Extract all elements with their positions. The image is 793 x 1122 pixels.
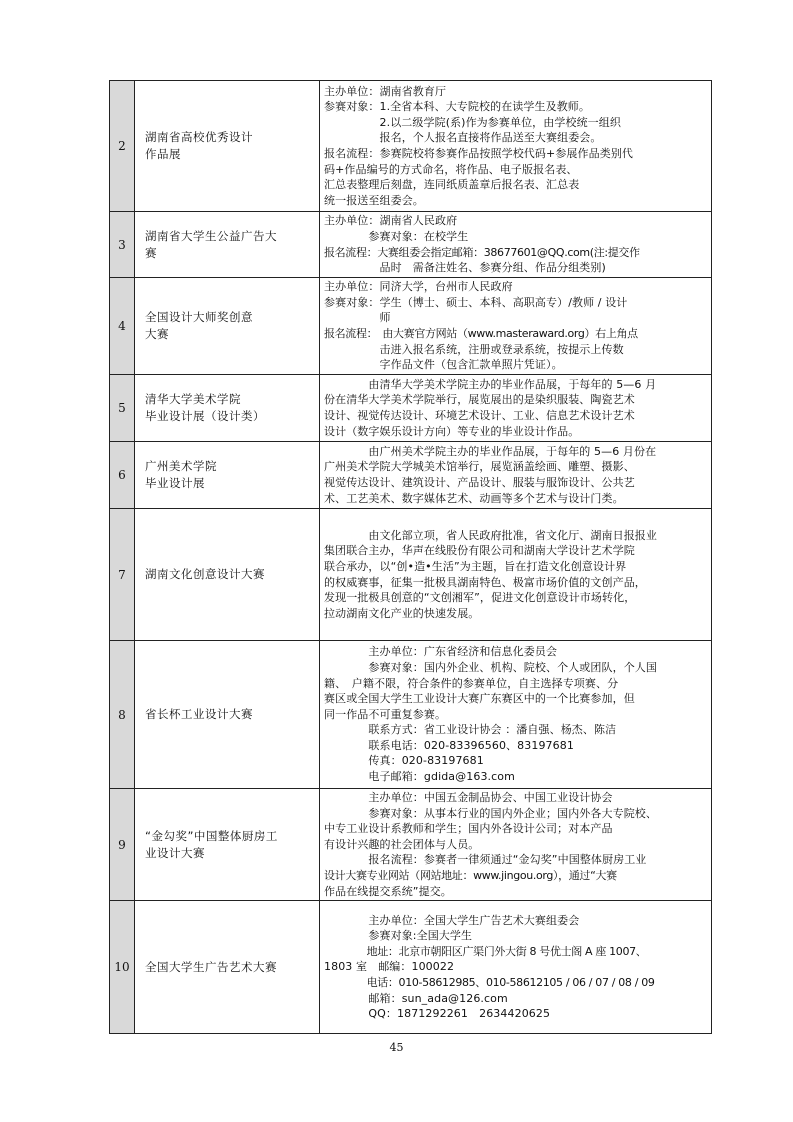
detail-line: 参赛对象:全国大学生 bbox=[324, 929, 473, 943]
detail-line: 品时 需备注姓名、参赛分组、作品分组类别) bbox=[324, 261, 606, 275]
detail-line: 电话：010-58612985、010-58612105 / 06 / 07 / 08 / 09 bbox=[324, 975, 655, 989]
detail-line: 术、工艺美术、数字媒体艺术、动画等多个艺术与设计门类。 bbox=[324, 491, 624, 505]
detail-line: 字作品文件（包含汇款单照片凭证）。 bbox=[324, 358, 563, 372]
detail-line: 由文化部立项，省人民政府批准，省文化厅、湖南日报报业 bbox=[324, 528, 657, 542]
detail-line: 联系方式：省工业设计协会 ：潘自强、杨杰、陈洁 bbox=[324, 723, 617, 737]
detail-line: 师 bbox=[324, 311, 391, 325]
table-row bbox=[110, 81, 712, 212]
competition-details bbox=[320, 901, 712, 1034]
competition-name-line: 省长杯工业设计大赛 bbox=[145, 707, 253, 721]
competition-details bbox=[320, 375, 712, 442]
detail-line: 报名流程：参赛者一律须通过“金勾奖”中国整体厨房工业 bbox=[324, 853, 647, 867]
detail-line: 主办单位：全国大学生广告艺术大赛组委会 bbox=[324, 913, 580, 927]
detail-line: 报名流程：参赛院校将参赛作品按照学校代码+参展作品类别代 bbox=[324, 147, 634, 160]
row-number: 2 bbox=[110, 81, 135, 212]
detail-line: 由广州美术学院主办的毕业作品展，于每年的 5—6 月份在 bbox=[324, 444, 657, 458]
detail-line: 作品在线提交系统”提交。 bbox=[324, 884, 452, 898]
detail-line: 1803 室 邮编：100022 bbox=[324, 960, 455, 974]
row-number: 5 bbox=[110, 375, 135, 442]
row-number: 7 bbox=[110, 509, 135, 641]
detail-line: 集团联合主办，华声在线股份有限公司和湖南大学设计艺术学院 bbox=[324, 544, 635, 558]
competition-name bbox=[135, 375, 320, 442]
competition-name bbox=[135, 81, 320, 212]
competition-name-line: 毕业设计展（设计类） bbox=[145, 409, 265, 423]
detail-line: 参赛对象：学生（博士、硕士、本科、高职高专）/教师 / 设计 bbox=[324, 295, 628, 309]
detail-line: 邮箱：sun_ada@126.com bbox=[324, 991, 508, 1005]
detail-line: 份在清华大学美术学院举行，展览展出的是染织服装、陶瓷艺术 bbox=[324, 393, 635, 407]
row-number: 3 bbox=[110, 212, 135, 278]
detail-line: 主办单位：广东省经济和信息化委员会 bbox=[324, 645, 558, 659]
table-row bbox=[110, 442, 712, 509]
competition-name bbox=[135, 789, 320, 901]
detail-line: 主办单位：湖南省人民政府 bbox=[324, 214, 458, 228]
table-row bbox=[110, 789, 712, 901]
competition-name-line: 业设计大赛 bbox=[145, 845, 205, 860]
competition-name-line: 湖南文化创意设计大赛 bbox=[145, 567, 265, 581]
detail-line: 参赛对象：国内外企业、机构、院校、个人或团队，个人国 bbox=[324, 660, 657, 674]
competition-name-line: 毕业设计展 bbox=[145, 476, 205, 490]
detail-line: 视觉传达设计、建筑设计、产品设计、服装与服饰设计、公共艺 bbox=[324, 476, 635, 489]
detail-line: 传真：020-83197681 bbox=[324, 754, 484, 768]
competition-details bbox=[320, 641, 712, 789]
row-number: 9 bbox=[110, 789, 135, 901]
detail-line: 主办单位：同济大学，台州市人民政府 bbox=[324, 280, 513, 294]
competition-details bbox=[320, 278, 712, 375]
detail-line: 报名流程：大赛组委会指定邮箱：38677601@QQ.com(注:提交作 bbox=[324, 245, 640, 259]
competition-name bbox=[135, 278, 320, 375]
competition-name-line: “金勾奖”中国整体厨房工 bbox=[145, 828, 278, 843]
competition-details bbox=[320, 442, 712, 509]
competition-name bbox=[135, 901, 320, 1034]
detail-line: 同一作品不可重复参赛。 bbox=[324, 707, 447, 721]
competition-name-line: 作品展 bbox=[145, 147, 181, 161]
detail-line: 设计大赛专业网站（网站地址：www.jingou.org），通过“大赛 bbox=[324, 868, 617, 882]
competition-name bbox=[135, 442, 320, 509]
row-number: 4 bbox=[110, 278, 135, 375]
table-row bbox=[110, 901, 712, 1034]
competition-details bbox=[320, 789, 712, 901]
detail-line: 发现一批极具创意的“文创湘军”，促进文化创意设计市场转化， bbox=[324, 591, 636, 605]
table-row bbox=[110, 641, 712, 789]
competition-table bbox=[109, 80, 712, 1034]
detail-line: 中专工业设计系教师和学生；国内外各设计公司；对本产品 bbox=[324, 822, 613, 836]
competition-name-line: 全国大学生广告艺术大赛 bbox=[145, 959, 277, 974]
detail-line: 电子邮箱：gdida@163.com bbox=[324, 770, 515, 784]
detail-line: 籍、 户籍不限，符合条件的参赛单位，自主选择专项赛、分 bbox=[324, 676, 619, 690]
detail-line: QQ：1871292261 2634420625 bbox=[324, 1007, 551, 1021]
detail-line: 汇总表整理后刻盘，连同纸质盖章后报名表、汇总表 bbox=[324, 178, 580, 192]
table-row bbox=[110, 212, 712, 278]
detail-line: 击进入报名系统，注册或登录系统，按提示上传数 bbox=[324, 342, 624, 356]
competition-name bbox=[135, 212, 320, 278]
competition-name-line: 湖南省高校优秀设计 bbox=[145, 130, 253, 144]
table-row bbox=[110, 509, 712, 641]
competition-name-line: 全国设计大师奖创意 bbox=[145, 310, 253, 324]
table-row bbox=[110, 278, 712, 375]
detail-line: 参赛对象：1.全省本科、大专院校的在读学生及教师。 bbox=[324, 100, 590, 114]
detail-line: 设计（数字娱乐设计方向）等专业的毕业设计作品。 bbox=[324, 424, 580, 438]
detail-line: 报名，个人报名直接将作品送至大赛组委会。 bbox=[324, 131, 602, 145]
competition-name-line: 大赛 bbox=[145, 327, 169, 341]
detail-line: 码+作品编号的方式命名，将作品、电子版报名表、 bbox=[324, 162, 578, 176]
competition-name-line: 赛 bbox=[145, 245, 157, 260]
detail-line: 参赛对象：从事本行业的国内外企业；国内外各大专院校、 bbox=[324, 806, 657, 820]
detail-line: 赛区或全国大学生工业设计大赛广东赛区中的一个比赛参加，但 bbox=[324, 692, 635, 706]
row-number: 10 bbox=[110, 901, 135, 1034]
detail-line: 主办单位：中国五金制品协会、中国工业设计协会 bbox=[324, 791, 613, 804]
detail-line: 地址：北京市朝阳区广渠门外大街 8 号优士阁 A 座 1007、 bbox=[324, 944, 647, 958]
detail-line: 统一报送至组委会。 bbox=[324, 193, 424, 207]
row-number: 8 bbox=[110, 641, 135, 789]
detail-line: 联合承办，以“创•造•生活”为主题，旨在打造文化创意设计界 bbox=[324, 559, 627, 573]
detail-line: 有设计兴趣的社会团体与人员。 bbox=[324, 837, 480, 851]
detail-line: 2.以二级学院(系)作为参赛单位，由学校统一组织 bbox=[324, 115, 621, 129]
row-number: 6 bbox=[110, 442, 135, 509]
competition-name bbox=[135, 641, 320, 789]
detail-line: 广州美术学院大学城美术馆举行，展览涵盖绘画、雕塑、摄影、 bbox=[324, 460, 635, 474]
detail-line: 拉动湖南文化产业的快速发展。 bbox=[324, 606, 480, 620]
competition-details bbox=[320, 212, 712, 278]
competition-name-line: 清华大学美术学院 bbox=[145, 392, 241, 406]
detail-line: 联系电话：020-83396560、83197681 bbox=[324, 738, 574, 752]
competition-details bbox=[320, 81, 712, 212]
detail-line: 报名流程： 由大赛官方网站（www.masteraward.org）右上角点 bbox=[324, 327, 638, 340]
detail-line: 参赛对象：在校学生 bbox=[324, 229, 469, 243]
competition-name-line: 湖南省大学生公益广告大 bbox=[145, 228, 277, 243]
competition-name-line: 广州美术学院 bbox=[145, 459, 217, 473]
detail-line: 主办单位：湖南省教育厅 bbox=[324, 84, 447, 98]
detail-line: 设计、视觉传达设计、环境艺术设计、工业、信息艺术设计艺术 bbox=[324, 409, 635, 422]
table-row bbox=[110, 375, 712, 442]
detail-line: 由清华大学美术学院主办的毕业作品展，于每年的 5—6 月 bbox=[324, 377, 657, 391]
detail-line: 的权威赛事，征集一批极具湖南特色、极富市场价值的文创产品， bbox=[324, 575, 646, 589]
page-number: 45 bbox=[389, 1041, 404, 1054]
competition-name bbox=[135, 509, 320, 641]
competition-details bbox=[320, 509, 712, 641]
